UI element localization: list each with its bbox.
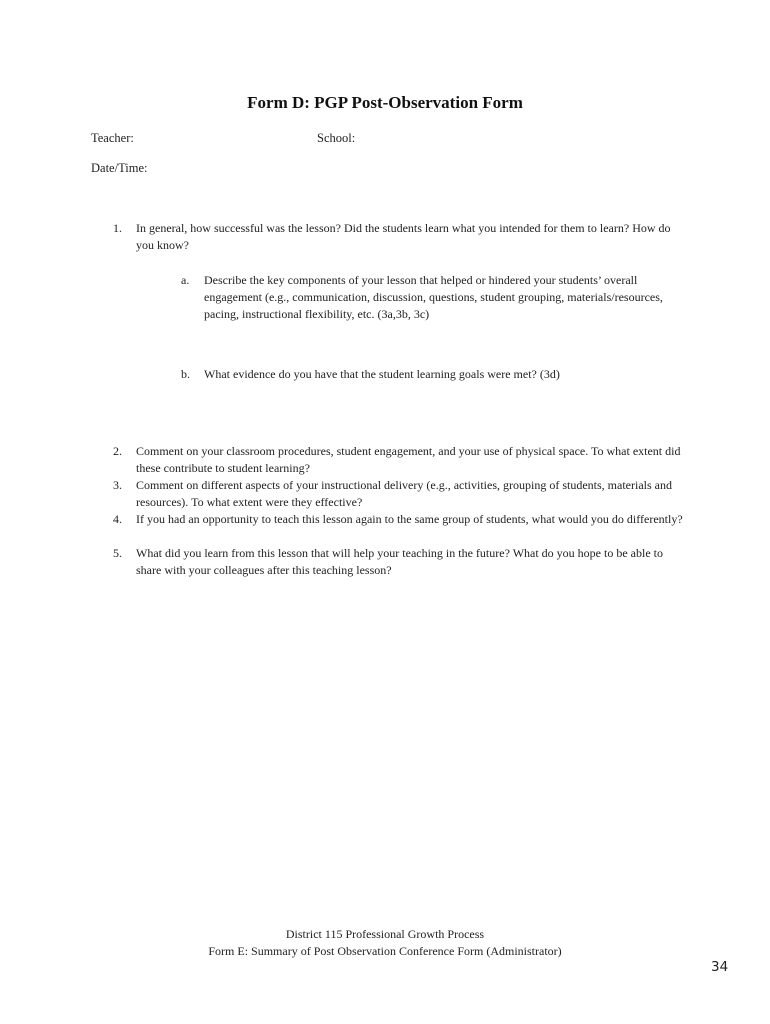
question-number: 2. [113,444,122,458]
question-number: b. [181,367,190,381]
page-number: 34 [711,959,729,975]
teacher-label: Teacher: [91,131,134,145]
question-text: What evidence do you have that the student learning goals were met? (3d) [204,367,560,381]
question-text: Comment on your classroom procedures, student engagement, and your use of physical space. To what extent did these contribute to student learning? [136,444,681,475]
question-4 [113,511,688,528]
question-text: In general, how successful was the lesson? Did the students learn what you intended for them to learn? How do you know? [136,221,671,252]
question-text: Describe the key components of your lesson that helped or hindered your students’ overall engagement (e.g., communication, discussion, questions, student grouping, materials/resources, pacing, instructional flexibility, etc. (3a,3b, 3c) [204,273,663,321]
question-number: 5. [113,546,122,560]
datetime-label: Date/Time: [91,161,148,175]
footer-line-2: Form E: Summary of Post Observation Conference Form (Administrator) [208,944,562,958]
question-number: 3. [113,478,122,492]
footer-line-1: District 115 Professional Growth Process [285,927,485,941]
form-title: Form D: PGP Post-Observation Form [247,93,523,112]
school-label: School: [317,131,356,145]
question-1a [181,272,671,323]
question-number: a. [181,273,190,287]
question-text: If you had an opportunity to teach this lesson again to the same group of students, what would you do differently? [136,512,683,526]
question-3 [113,477,688,511]
question-1 [113,220,673,254]
question-number: 1. [113,221,122,235]
question-text: Comment on different aspects of your instructional delivery (e.g., activities, grouping of students, materials and resources). To what extent were they effective? [136,478,672,509]
question-number: 4. [113,512,122,526]
question-2 [113,443,688,477]
question-text: What did you learn from this lesson that will help your teaching in the future? What do you hope to be able to share with your colleagues after this teaching lesson? [136,546,663,577]
question-5 [113,545,688,579]
question-1b [181,366,671,383]
